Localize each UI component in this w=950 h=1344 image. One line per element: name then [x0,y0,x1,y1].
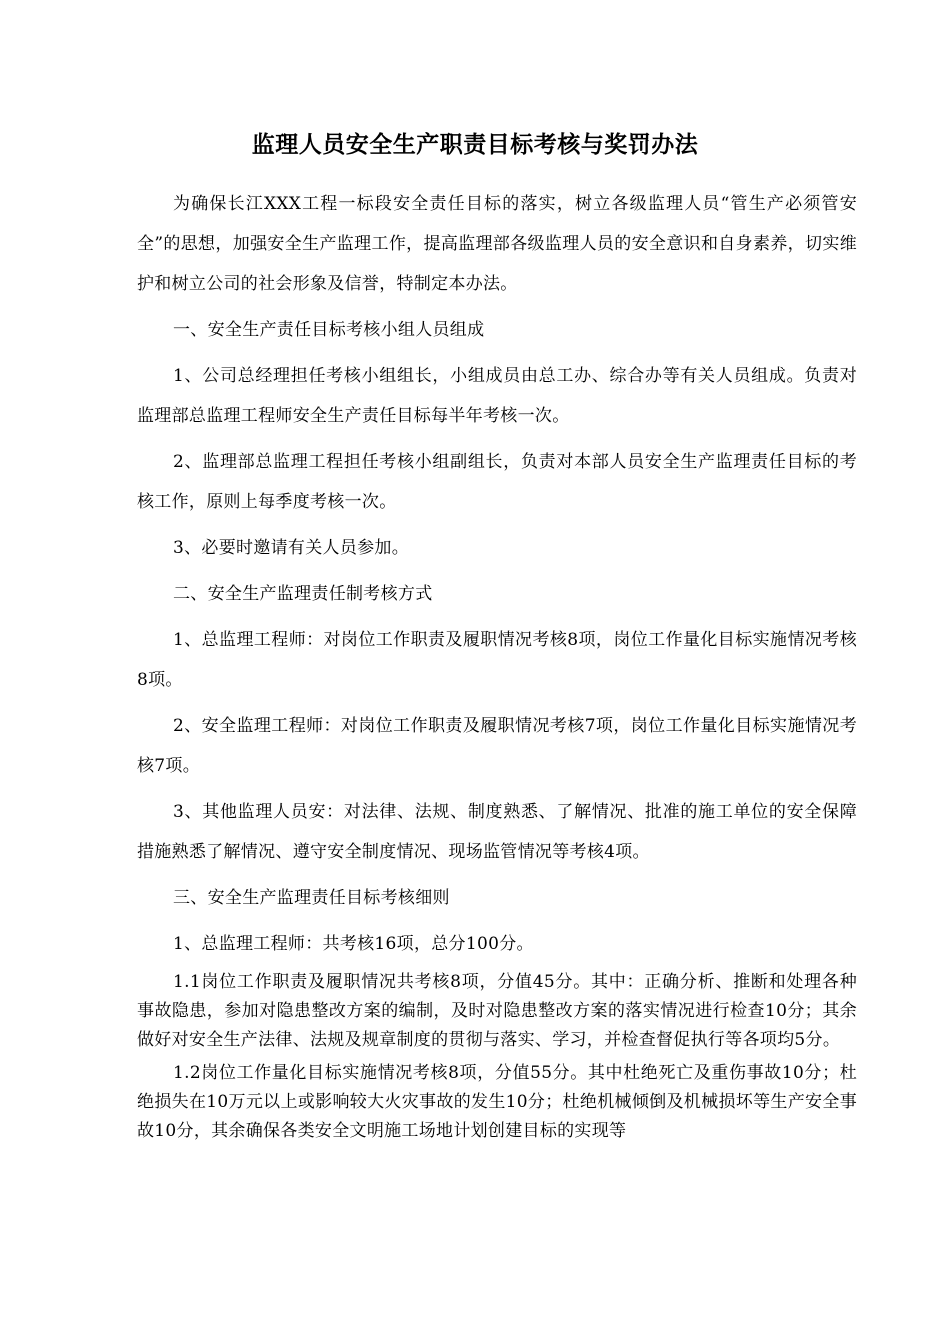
paragraph-1-2: 2、监理部总监理工程担任考核小组副组长，负责对本部人员安全生产监理责任目标的考核工作，原则上每季度考核一次。 [137,452,857,512]
paragraph-2-3: 3、其他监理人员安：对法律、法规、制度熟悉、了解情况、批准的施工单位的安全保障措施熟悉了解情况、遵守安全制度情况、现场监管情况等考核4项。 [137,802,857,862]
paragraph-1-3: 3、必要时邀请有关人员参加。 [173,538,410,558]
section-heading-2: 二、安全生产监理责任制考核方式 [173,584,433,604]
paragraph-1-1: 1、公司总经理担任考核小组组长，小组成员由总工办、综合办等有关人员组成。负责对监理部总监理工程师安全生产责任目标每半年考核一次。 [137,366,857,426]
paragraph-3-1-2: 1.2岗位工作量化目标实施情况考核8项，分值55分。其中杜绝死亡及重伤事故10分；杜绝损失在10万元以上或影响较大火灾事故的发生10分；杜绝机械倾倒及机械损坏等生产安全事故10分，其余确保各类安全文明施工场地计划创建目标的实现等 [137,1063,857,1141]
paragraph-3-1-1: 1.1岗位工作职责及履职情况共考核8项，分值45分。其中：正确分析、推断和处理各种事故隐患，参加对隐患整改方案的编制，及时对隐患整改方案的落实情况进行检查10分；其余做好对安全生产法律、法规及规章制度的贯彻与落实、学习，并检查督促执行等各项均5分。 [137,972,857,1050]
section-heading-3: 三、安全生产监理责任目标考核细则 [173,888,450,908]
document-title: 监理人员安全生产职责目标考核与奖罚办法 [251,131,699,158]
paragraph-intro: 为确保长江XXX工程一标段安全责任目标的落实，树立各级监理人员“管生产必须管安全”的思想，加强安全生产监理工作，提高监理部各级监理人员的安全意识和自身素养，切实维护和树立公司的社会形象及信誉，特制定本办法。 [137,194,857,294]
section-heading-1: 一、安全生产责任目标考核小组人员组成 [173,320,485,340]
paragraph-2-1: 1、总监理工程师：对岗位工作职责及履职情况考核8项，岗位工作量化目标实施情况考核8项。 [137,630,857,690]
paragraph-2-2: 2、安全监理工程师：对岗位工作职责及履职情况考核7项，岗位工作量化目标实施情况考核7项。 [137,716,857,776]
document-body [137,184,857,1146]
paragraph-3-1: 1、总监理工程师：共考核16项，总分100分。 [173,934,534,954]
